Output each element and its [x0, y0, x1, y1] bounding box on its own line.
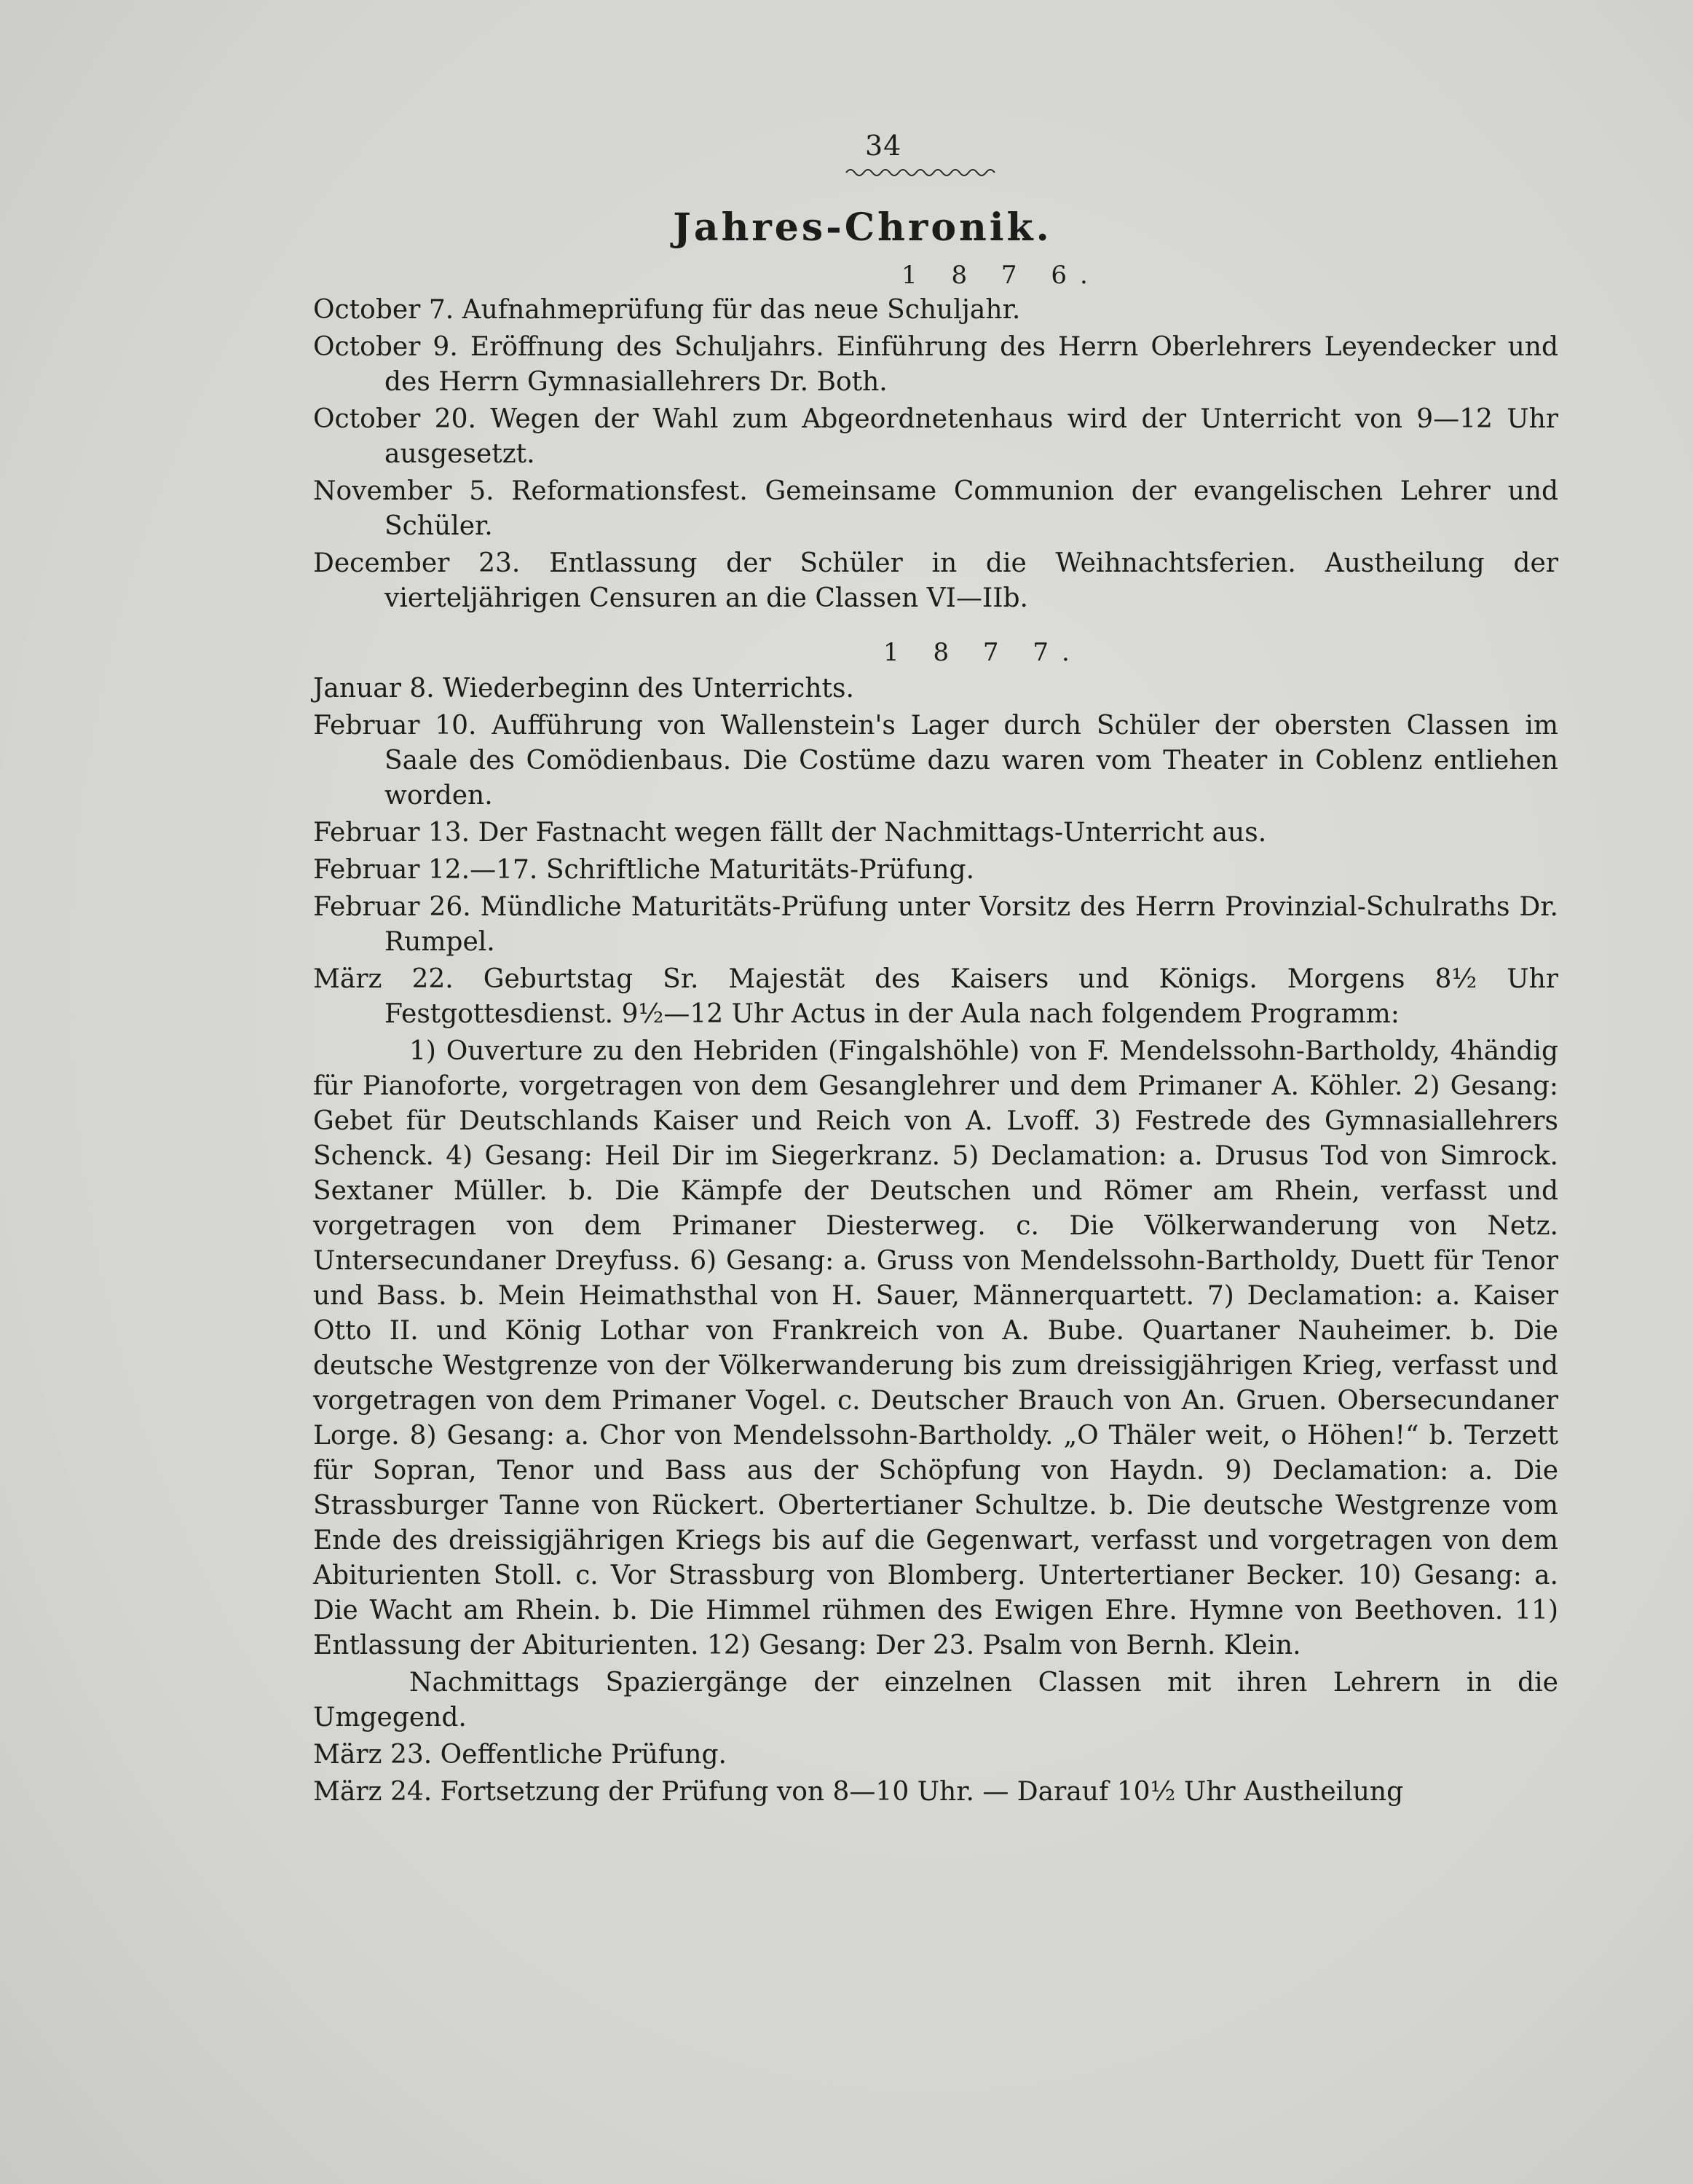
chronicle-entry: [313, 853, 1558, 888]
entry-date: Februar 12.—17.: [313, 855, 538, 885]
chronicle-entry: [313, 293, 1558, 328]
entry-date: November 5.: [313, 476, 494, 506]
entry-date: October 7.: [313, 295, 454, 325]
chronicle-1877: [313, 671, 1558, 1812]
chronicle-entry: [313, 671, 1558, 706]
page-number: 34: [865, 130, 902, 162]
chronicle-entry: [313, 546, 1558, 616]
chronicle-1876: [313, 293, 1558, 618]
entry-date: Januar 8.: [313, 674, 435, 703]
entry-text: Geburtstag Sr. Majestät des Kaisers und Königs. Morgens 8½ Uhr Festgottesdienst. 9½—12 Uhr Actus in der Aula nach folgendem Programm:: [384, 964, 1559, 1029]
entry-text: Aufführung von Wallenstein's Lager durch Schüler der obersten Classen im Saale des Comödienbaus. Die Costüme dazu waren vom Theater in Coblenz entliehen worden.: [384, 711, 1558, 811]
chronicle-entry: [313, 816, 1558, 851]
programme-text: 1) Ouverture zu den Hebriden (Fingalshöhle) von F. Mendelssohn-Bartholdy, 4händig für Pianoforte, vorgetragen von dem Gesanglehrer und dem Primaner A. Köhler. 2) Gesang: Gebet für Deutschlands Kaiser und Reich von A. Lvoff. 3) Festrede des Gymnasiallehrers Schenck. 4) Gesang: Heil Dir im Siegerkranz. 5) Declamation: a. Drusus Tod von Simrock. Sextaner Müller. b. Die Kämpfe der Deutschen und Römer am Rhein, verfasst und vorgetragen von dem Primaner Diesterweg. c. Die Völkerwanderung von Netz. Untersecundaner Dreyfuss. 6) Gesang: a. Gruss von Mendelssohn-Bartholdy, Duett für Tenor und Bass. b. Mein Heimathsthal von H. Sauer, Männerquartett. 7) Declamation: a. Kaiser Otto II. und König Lothar von Frankreich von A. Bube. Quartaner Nauheimer. b. Die deutsche Westgrenze von der Völkerwanderung bis zum dreissigjährigen Krieg, verfasst und vorgetragen von dem Primaner Vogel. c. Deutscher Brauch von An. Gruen. Obersecundaner Lorge. 8) Gesang: a. Chor von Mendelssohn-Bartholdy. „O Thäler weit, o Höhen!“ b. Terzett für Sopran, Tenor und Bass aus der Schöpfung von Haydn. 9) Declamation: a. Die Strassburger Tanne von Rückert. Obertertianer Schultze. b. Die deutsche Westgrenze vom Ende des dreissigjährigen Kriegs bis auf die Gegenwart, verfasst und vorgetragen von dem Abiturienten Stoll. c. Vor Strassburg von Blomberg. Untertertianer Becker. 10) Gesang: a. Die Wacht am Rhein. b. Die Himmel rühmen des Ewigen Ehre. Hymne von Beethoven. 11) Entlassung der Abiturienten. 12) Gesang: Der 23. Psalm von Bernh. Klein.: [313, 1036, 1558, 1660]
entry-text: Fortsetzung der Prüfung von 8—10 Uhr. — Darauf 10½ Uhr Austheilung: [440, 1777, 1404, 1807]
entry-text: Schriftliche Maturitäts-Prüfung.: [545, 855, 975, 885]
chronicle-entry: [313, 474, 1558, 544]
chronicle-entry: [313, 962, 1558, 1032]
entry-text: Aufnahmeprüfung für das neue Schuljahr.: [462, 295, 1021, 325]
entry-text: Wiederbeginn des Unterrichts.: [443, 674, 854, 703]
entry-date: October 9.: [313, 332, 458, 362]
entry-text: Eröffnung des Schuljahrs. Einführung des Herrn Oberlehrers Leyendecker und des Herrn Gymnasiallehrers Dr. Both.: [384, 332, 1558, 397]
entry-date: März 22.: [313, 964, 454, 994]
entry-date: März 24.: [313, 1777, 433, 1807]
entry-text: Mündliche Maturitäts-Prüfung unter Vorsitz des Herrn Provinzial-Schulraths Dr. Rumpel.: [384, 892, 1558, 957]
year-heading-1877: 1 8 7 7.: [883, 638, 1083, 667]
entry-date: Februar 10.: [313, 711, 477, 741]
entry-text: Entlassung der Schüler in die Weihnachtsferien. Austheilung der vierteljährigen Censuren an die Classen VI—IIb.: [384, 548, 1558, 613]
chronicle-entry: [313, 709, 1558, 813]
entry-text: Oeffentliche Prüfung.: [440, 1740, 727, 1770]
entry-date: Februar 26.: [313, 892, 471, 922]
chronicle-entry: [313, 1775, 1558, 1810]
entry-text: Der Fastnacht wegen fällt der Nachmittags-Unterricht aus.: [478, 818, 1267, 848]
chronicle-entry: [313, 330, 1558, 400]
entry-date: December 23.: [313, 548, 521, 578]
page-title: Jahres-Chronik.: [673, 205, 1052, 250]
chronicle-entry: [313, 402, 1558, 472]
entry-date: März 23.: [313, 1740, 433, 1770]
entry-text: Wegen der Wahl zum Abgeordnetenhaus wird der Unterricht von 9—12 Uhr ausgesetzt.: [384, 404, 1558, 469]
chronicle-entry: [313, 890, 1558, 960]
wavy-rule-ornament: [845, 165, 1001, 181]
chronicle-entry: [313, 1738, 1558, 1773]
afternoon-note: Nachmittags Spaziergänge der einzelnen Classen mit ihren Lehrern in die Umgegend.: [313, 1668, 1558, 1732]
entry-date: October 20.: [313, 404, 476, 434]
year-heading-1876: 1 8 7 6.: [901, 261, 1101, 290]
entry-date: Februar 13.: [313, 818, 470, 848]
entry-text: Reformationsfest. Gemeinsame Communion der evangelischen Lehrer und Schüler.: [384, 476, 1558, 541]
